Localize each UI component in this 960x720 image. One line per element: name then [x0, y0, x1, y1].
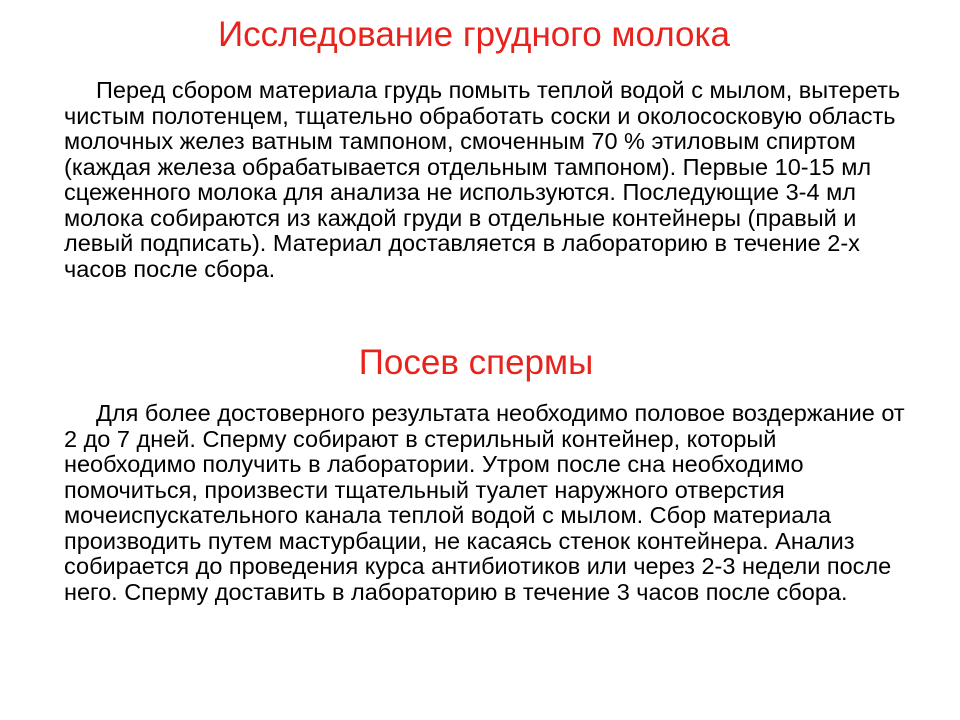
section-text-sperm-culture: Для более достоверного результата необходимо половое воздержание от 2 до 7 дней. Сперму собирают в стерильный контейнер, который необходимо получить в лаборатории. Утром после сна необходимо помочиться, произвести тщательный туалет наружного отверстия мочеиспускательного канала теплой водой с мылом. Сбор материала производить путем мастурбации, не касаясь стенок контейнера. Анализ собирается до проведения курса антибиотиков или через 2-3 недели после него. Сперму доставить в лабораторию в течение 3 часов после сбора. [64, 400, 905, 605]
section-title-sperm-culture: Посев спермы [358, 343, 594, 382]
section-title-breast-milk: Исследование грудного молока [217, 15, 731, 54]
section-text-breast-milk: Перед сбором материала грудь помыть теплой водой с мылом, вытереть чистым полотенцем, тщательно обработать соски и околососковую область молочных желез ватным тампоном, смоченным 70 % этиловым спиртом (каждая железа обрабатывается отдельным тампоном). Первые 10-15 мл сцеженного молока для анализа не используются. Последующие 3-4 мл молока собираются из каждой груди в отдельные контейнеры (правый и левый подписать). Материал доставляется в лабораторию в течение 2-х часов после сбора. [64, 77, 901, 282]
